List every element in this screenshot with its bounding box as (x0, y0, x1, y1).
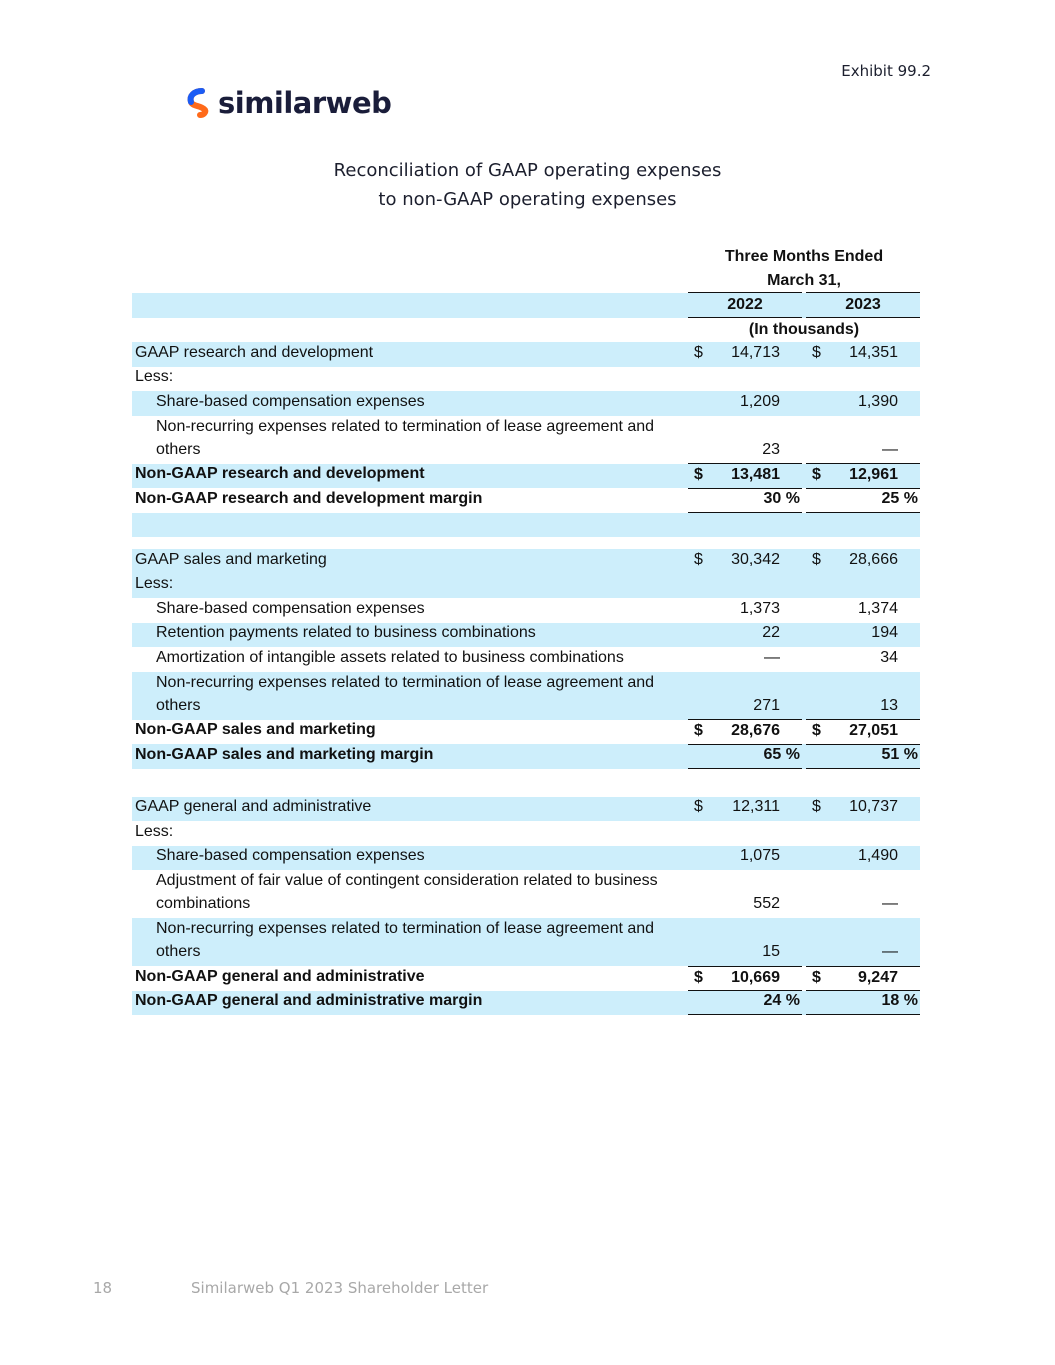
currency-symbol: $ (694, 466, 703, 483)
value-2023: 1,390 (857, 392, 898, 410)
value-2022: 24 % (763, 992, 800, 1009)
value-2023: 12,961 (849, 466, 898, 483)
title-line-2: to non-GAAP operating expenses (378, 189, 677, 210)
value-2023: 18 % (881, 992, 918, 1009)
table-row (132, 672, 920, 720)
table-row (132, 846, 920, 871)
table-row (132, 488, 920, 513)
value-2022: 10,669 (731, 968, 780, 986)
value-2023: 13 (880, 696, 898, 714)
value-2023: 25 % (881, 489, 918, 507)
row-label: Non-GAAP sales and marketing margin (135, 745, 434, 763)
value-2022: 1,209 (739, 392, 780, 410)
currency-symbol: $ (812, 798, 821, 815)
row-label: Share-based compensation expenses (156, 392, 425, 410)
table-row (132, 342, 920, 367)
year-2022-header: 2022 (727, 295, 763, 313)
table-header-row (132, 269, 920, 294)
logo-wordmark: similarweb (218, 86, 392, 120)
value-2023: 1,374 (857, 599, 898, 617)
row-label: Non-recurring expenses related to termination of lease agreement and others (156, 673, 655, 714)
value-2022: 552 (753, 895, 780, 912)
row-label: Less: (135, 575, 174, 592)
currency-symbol: $ (694, 798, 703, 815)
row-label: Non-recurring expenses related to termination of lease agreement and others (156, 920, 655, 960)
row-label: Non-GAAP general and administrative margin (135, 992, 483, 1009)
currency-symbol: $ (812, 466, 821, 483)
table-row (132, 464, 920, 489)
spacer-row (132, 513, 920, 538)
currency-symbol: $ (694, 722, 703, 739)
value-2023: — (882, 943, 898, 960)
exhibit-label: Exhibit 99.2 (841, 62, 931, 80)
value-2023: 14,351 (849, 343, 898, 361)
table-row (132, 416, 920, 464)
currency-symbol: $ (694, 550, 703, 568)
value-2022: 15 (762, 943, 780, 960)
currency-symbol: $ (812, 343, 821, 361)
value-2023: 194 (871, 624, 898, 641)
value-2022: 13,481 (731, 466, 780, 483)
table-row (132, 720, 920, 745)
value-2023: — (882, 895, 898, 912)
value-2023: 34 (880, 648, 898, 666)
currency-symbol: $ (694, 968, 703, 986)
value-2023: — (882, 440, 898, 458)
row-label: Non-GAAP research and development margin (135, 489, 483, 507)
period-subheader: March 31, (767, 272, 841, 289)
table-row (132, 966, 920, 991)
value-2022: 1,075 (739, 847, 780, 864)
value-2022: 12,311 (732, 798, 780, 815)
currency-symbol: $ (694, 343, 703, 361)
value-2022: — (764, 648, 780, 666)
row-label: Share-based compensation expenses (156, 599, 425, 617)
currency-symbol: $ (812, 550, 821, 568)
row-label: GAAP general and administrative (135, 798, 372, 815)
reconciliation-table (132, 244, 920, 1015)
value-2022: 22 (762, 624, 780, 641)
table-row (132, 623, 920, 648)
value-2023: 9,247 (857, 968, 898, 986)
value-2022: 28,676 (731, 722, 780, 739)
value-2023: 51 % (881, 745, 918, 763)
company-logo (186, 86, 391, 120)
value-2022: 65 % (763, 745, 800, 763)
units-header: (In thousands) (748, 321, 860, 338)
table-row (132, 598, 920, 623)
table-row (132, 870, 920, 918)
row-label: Less: (135, 368, 174, 385)
value-2022: 1,373 (739, 599, 780, 617)
row-label: Non-recurring expenses related to termination of lease agreement and others (156, 417, 655, 458)
currency-symbol: $ (812, 722, 821, 739)
row-label: Non-GAAP general and administrative (135, 967, 425, 985)
value-2022: 271 (753, 696, 780, 714)
table-row (132, 574, 920, 599)
page-title (0, 156, 1055, 214)
table-row (132, 991, 920, 1016)
year-2023-header: 2023 (845, 295, 881, 313)
row-label: Non-GAAP research and development (135, 465, 425, 482)
value-2023: 28,666 (849, 550, 898, 568)
page-number: 18 (93, 1279, 113, 1297)
value-2022: 23 (762, 440, 780, 458)
period-header: Three Months Ended (724, 247, 884, 265)
value-2022: 30 % (763, 489, 800, 507)
row-label: GAAP sales and marketing (135, 550, 327, 568)
row-label: Non-GAAP sales and marketing (135, 721, 376, 738)
table-header-row (132, 318, 920, 343)
table-header-row (132, 244, 920, 269)
row-label: Less: (135, 822, 174, 840)
row-label: Amortization of intangible assets related to business combinations (156, 648, 624, 666)
row-label: GAAP research and development (135, 343, 374, 361)
table-row (132, 821, 920, 846)
table-row (132, 647, 920, 672)
row-label: Retention payments related to business combinations (156, 624, 536, 641)
table-row (132, 918, 920, 966)
value-2022: 14,713 (731, 343, 780, 361)
footer-text: Similarweb Q1 2023 Shareholder Letter (191, 1279, 489, 1297)
value-2023: 10,737 (849, 798, 898, 815)
title-line-1: Reconciliation of GAAP operating expenses (333, 160, 722, 181)
row-label: Adjustment of fair value of contingent consideration related to business combinations (156, 872, 658, 912)
table-row (132, 797, 920, 822)
value-2022: 30,342 (731, 550, 780, 568)
table-row (132, 549, 920, 574)
table-header-row (132, 293, 920, 318)
spacer-row (132, 769, 920, 797)
table-row (132, 367, 920, 392)
value-2023: 1,490 (857, 847, 898, 864)
value-2023: 27,051 (849, 722, 898, 739)
row-label: Share-based compensation expenses (156, 847, 425, 864)
table-row (132, 391, 920, 416)
similarweb-logo-icon (186, 88, 212, 118)
table-row (132, 744, 920, 769)
currency-symbol: $ (812, 968, 821, 986)
